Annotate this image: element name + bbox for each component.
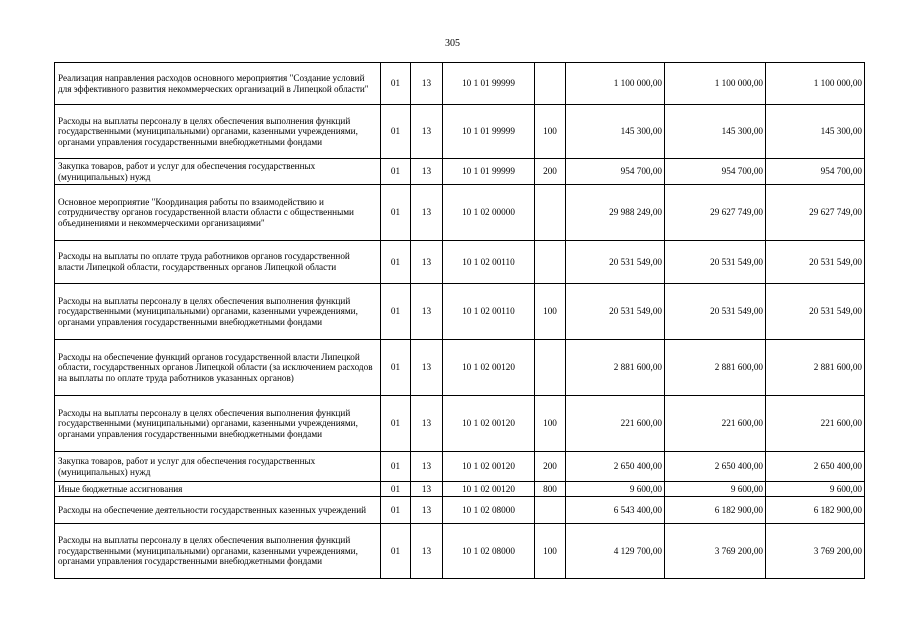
cell-csr: 10 1 01 99999 <box>443 159 535 185</box>
cell-csr: 10 1 02 08000 <box>443 524 535 579</box>
cell-s1: 6 543 400,00 <box>566 497 665 524</box>
cell-s2: 221 600,00 <box>665 396 766 452</box>
cell-s1: 2 650 400,00 <box>566 452 665 482</box>
cell-s3: 29 627 749,00 <box>766 185 865 241</box>
cell-s3: 3 769 200,00 <box>766 524 865 579</box>
cell-csr: 10 1 02 00120 <box>443 340 535 396</box>
cell-gr: 01 <box>381 452 411 482</box>
cell-gr: 01 <box>381 63 411 105</box>
table-body <box>55 63 865 579</box>
cell-gr: 01 <box>381 482 411 497</box>
cell-name: Основное мероприятие "Координация работы по взаимодействию и сотрудничеству органов государственной власти области с общественными объединениями и некоммерческими организациями" <box>55 185 381 241</box>
table-row <box>55 452 865 482</box>
table-row <box>55 159 865 185</box>
cell-pr: 13 <box>411 497 443 524</box>
cell-name: Закупка товаров, работ и услуг для обеспечения государственных (муниципальных) нужд <box>55 159 381 185</box>
page-number: 305 <box>445 38 460 49</box>
cell-gr: 01 <box>381 159 411 185</box>
cell-vr <box>535 241 566 284</box>
cell-name: Расходы на выплаты персоналу в целях обеспечения выполнения функций государственными (муниципальными) органами, казенными учреждениями, органами управления государственными внебюджетными фондами <box>55 105 381 159</box>
cell-name: Реализация направления расходов основного мероприятия "Создание условий для эффективного развития некоммерческих организаций в Липецкой области" <box>55 63 381 105</box>
cell-pr: 13 <box>411 340 443 396</box>
cell-pr: 13 <box>411 105 443 159</box>
cell-s1: 221 600,00 <box>566 396 665 452</box>
cell-gr: 01 <box>381 284 411 340</box>
cell-vr <box>535 63 566 105</box>
cell-name: Расходы на выплаты персоналу в целях обеспечения выполнения функций государственными (муниципальными) органами, казенными учреждениями, органами управления государственными внебюджетными фондами <box>55 284 381 340</box>
cell-s2: 954 700,00 <box>665 159 766 185</box>
cell-csr: 10 1 01 99999 <box>443 63 535 105</box>
cell-pr: 13 <box>411 159 443 185</box>
cell-vr <box>535 340 566 396</box>
table-row <box>55 340 865 396</box>
cell-s2: 9 600,00 <box>665 482 766 497</box>
table-row <box>55 284 865 340</box>
table-row <box>55 497 865 524</box>
cell-name: Расходы на выплаты персоналу в целях обеспечения выполнения функций государственными (муниципальными) органами, казенными учреждениями, органами управления государственными внебюджетными фондами <box>55 524 381 579</box>
cell-vr: 200 <box>535 159 566 185</box>
cell-s1: 954 700,00 <box>566 159 665 185</box>
cell-pr: 13 <box>411 185 443 241</box>
cell-s2: 29 627 749,00 <box>665 185 766 241</box>
cell-s2: 2 650 400,00 <box>665 452 766 482</box>
cell-pr: 13 <box>411 524 443 579</box>
cell-gr: 01 <box>381 396 411 452</box>
cell-csr: 10 1 02 00120 <box>443 482 535 497</box>
cell-s3: 2 650 400,00 <box>766 452 865 482</box>
cell-vr: 200 <box>535 452 566 482</box>
cell-name: Расходы на выплаты персоналу в целях обеспечения выполнения функций государственными (муниципальными) органами, казенными учреждениями, органами управления государственными внебюджетными фондами <box>55 396 381 452</box>
cell-csr: 10 1 01 99999 <box>443 105 535 159</box>
cell-s3: 9 600,00 <box>766 482 865 497</box>
cell-pr: 13 <box>411 452 443 482</box>
cell-csr: 10 1 02 00110 <box>443 284 535 340</box>
cell-name: Расходы на обеспечение функций органов государственной власти Липецкой области, государственных органов Липецкой области (за исключением расходов на выплаты по оплате труда работников указанных органов) <box>55 340 381 396</box>
cell-pr: 13 <box>411 396 443 452</box>
cell-s1: 1 100 000,00 <box>566 63 665 105</box>
cell-pr: 13 <box>411 241 443 284</box>
table-row <box>55 185 865 241</box>
cell-gr: 01 <box>381 524 411 579</box>
table-row <box>55 482 865 497</box>
table-row <box>55 396 865 452</box>
cell-pr: 13 <box>411 63 443 105</box>
cell-s1: 29 988 249,00 <box>566 185 665 241</box>
cell-s1: 20 531 549,00 <box>566 284 665 340</box>
cell-s3: 20 531 549,00 <box>766 284 865 340</box>
cell-gr: 01 <box>381 241 411 284</box>
cell-s3: 954 700,00 <box>766 159 865 185</box>
table-row <box>55 105 865 159</box>
cell-pr: 13 <box>411 482 443 497</box>
cell-s2: 3 769 200,00 <box>665 524 766 579</box>
cell-s2: 20 531 549,00 <box>665 241 766 284</box>
cell-pr: 13 <box>411 284 443 340</box>
cell-s3: 221 600,00 <box>766 396 865 452</box>
cell-s1: 2 881 600,00 <box>566 340 665 396</box>
cell-vr: 800 <box>535 482 566 497</box>
cell-gr: 01 <box>381 185 411 241</box>
cell-gr: 01 <box>381 105 411 159</box>
table-row <box>55 63 865 105</box>
cell-vr <box>535 497 566 524</box>
cell-vr: 100 <box>535 105 566 159</box>
cell-vr: 100 <box>535 524 566 579</box>
cell-csr: 10 1 02 00110 <box>443 241 535 284</box>
table-row <box>55 241 865 284</box>
cell-s3: 2 881 600,00 <box>766 340 865 396</box>
cell-s3: 145 300,00 <box>766 105 865 159</box>
cell-name: Расходы на обеспечение деятельности государственных казенных учреждений <box>55 497 381 524</box>
cell-s1: 4 129 700,00 <box>566 524 665 579</box>
cell-gr: 01 <box>381 340 411 396</box>
cell-csr: 10 1 02 00120 <box>443 396 535 452</box>
cell-vr: 100 <box>535 284 566 340</box>
cell-s2: 145 300,00 <box>665 105 766 159</box>
cell-s1: 145 300,00 <box>566 105 665 159</box>
cell-s2: 6 182 900,00 <box>665 497 766 524</box>
cell-s2: 2 881 600,00 <box>665 340 766 396</box>
cell-s1: 20 531 549,00 <box>566 241 665 284</box>
budget-table <box>54 62 865 579</box>
cell-name: Иные бюджетные ассигнования <box>55 482 381 497</box>
cell-vr <box>535 185 566 241</box>
cell-s2: 1 100 000,00 <box>665 63 766 105</box>
cell-csr: 10 1 02 00120 <box>443 452 535 482</box>
cell-s1: 9 600,00 <box>566 482 665 497</box>
cell-name: Расходы на выплаты по оплате труда работников органов государственной власти Липецкой области, государственных органов Липецкой области <box>55 241 381 284</box>
cell-s3: 20 531 549,00 <box>766 241 865 284</box>
cell-vr: 100 <box>535 396 566 452</box>
cell-name: Закупка товаров, работ и услуг для обеспечения государственных (муниципальных) нужд <box>55 452 381 482</box>
cell-s3: 1 100 000,00 <box>766 63 865 105</box>
cell-gr: 01 <box>381 497 411 524</box>
table-row <box>55 524 865 579</box>
cell-s2: 20 531 549,00 <box>665 284 766 340</box>
cell-csr: 10 1 02 08000 <box>443 497 535 524</box>
cell-csr: 10 1 02 00000 <box>443 185 535 241</box>
cell-s3: 6 182 900,00 <box>766 497 865 524</box>
